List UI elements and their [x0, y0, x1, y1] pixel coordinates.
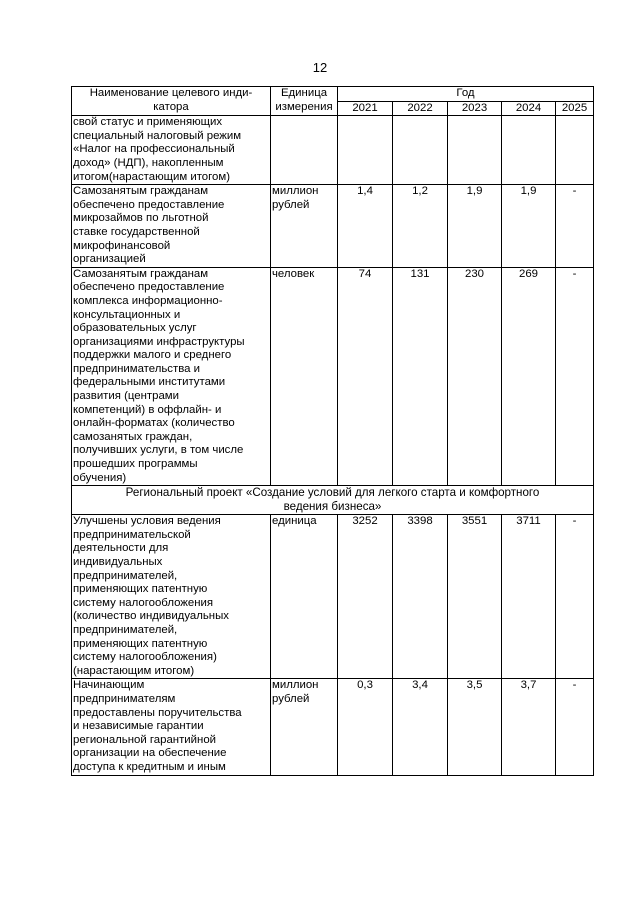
indicator-unit: миллион рублей: [271, 679, 338, 775]
value-2025: -: [556, 267, 594, 486]
header-year-2021: 2021: [338, 101, 393, 116]
header-year-2022: 2022: [393, 101, 448, 116]
value-2024: 269: [502, 267, 556, 486]
table-row: [72, 267, 594, 486]
value-2021: 74: [338, 267, 393, 486]
indicator-name: Улучшены условия ведения предпринимательской деятельности для индивидуальных предпринимателей, применяющих патентную систему налогообложения (количество индивидуальных предпринимателей, применяющих патентную систему налогообложения) (нарастающим итогом): [72, 515, 271, 679]
value-2022: 1,2: [393, 185, 448, 268]
table-row: [72, 679, 594, 775]
value-2022: 131: [393, 267, 448, 486]
value-2021: 1,4: [338, 185, 393, 268]
header-year-group: Год: [338, 87, 594, 102]
value-2025: [556, 116, 594, 185]
value-2021: 0,3: [338, 679, 393, 775]
value-2023: 3551: [448, 515, 502, 679]
value-2021: [338, 116, 393, 185]
header-indicator-name: Наименование целевого инди- катора: [72, 87, 271, 116]
page-number: 12: [312, 60, 328, 75]
indicator-name: свой статус и применяющих специальный налоговый режим «Налог на профессиональный доход» (НДП), накопленным итогом(нарастающим итогом): [72, 116, 271, 185]
value-2023: [448, 116, 502, 185]
indicator-name: Самозанятым гражданам обеспечено предоставление комплекса информационно- консультационных и образовательных услуг организациями инфраструктуры поддержки малого и среднего предпринимательства и федеральными институтами развития (центрами компетенций) в оффлайн- и онлайн-форматах (количество самозанятых граждан, получивших услуги, в том числе прошедших программы обучения): [72, 267, 271, 486]
indicator-unit: человек: [271, 267, 338, 486]
value-2025: -: [556, 679, 594, 775]
value-2025: -: [556, 185, 594, 268]
header-unit: Единица измерения: [271, 87, 338, 116]
indicator-name: Самозанятым гражданам обеспечено предоставление микрозаймов по льготной ставке государственной микрофинансовой организацией: [72, 185, 271, 268]
header-year-2024: 2024: [502, 101, 556, 116]
header-year-2025: 2025: [556, 101, 594, 116]
value-2022: 3398: [393, 515, 448, 679]
indicator-unit: миллион рублей: [271, 185, 338, 268]
value-2022: [393, 116, 448, 185]
table-row: [72, 116, 594, 185]
value-2021: 3252: [338, 515, 393, 679]
header-row-1: [72, 87, 594, 102]
value-2024: 1,9: [502, 185, 556, 268]
section-row: [72, 486, 594, 515]
table-row: [72, 185, 594, 268]
table-row: [72, 515, 594, 679]
indicator-unit: единица: [271, 515, 338, 679]
value-2023: 3,5: [448, 679, 502, 775]
value-2022: 3,4: [393, 679, 448, 775]
indicators-table: [71, 86, 594, 776]
section-title: Региональный проект «Создание условий для легкого старта и комфортного ведения бизнеса»: [72, 486, 594, 515]
indicator-name: Начинающим предпринимателям предоставлены поручительства и независимые гарантии региональной гарантийной организации на обеспечение доступа к кредитным и иным: [72, 679, 271, 775]
header-year-2023: 2023: [448, 101, 502, 116]
value-2023: 1,9: [448, 185, 502, 268]
value-2024: [502, 116, 556, 185]
value-2024: 3,7: [502, 679, 556, 775]
value-2024: 3711: [502, 515, 556, 679]
value-2025: -: [556, 515, 594, 679]
value-2023: 230: [448, 267, 502, 486]
indicator-unit: [271, 116, 338, 185]
